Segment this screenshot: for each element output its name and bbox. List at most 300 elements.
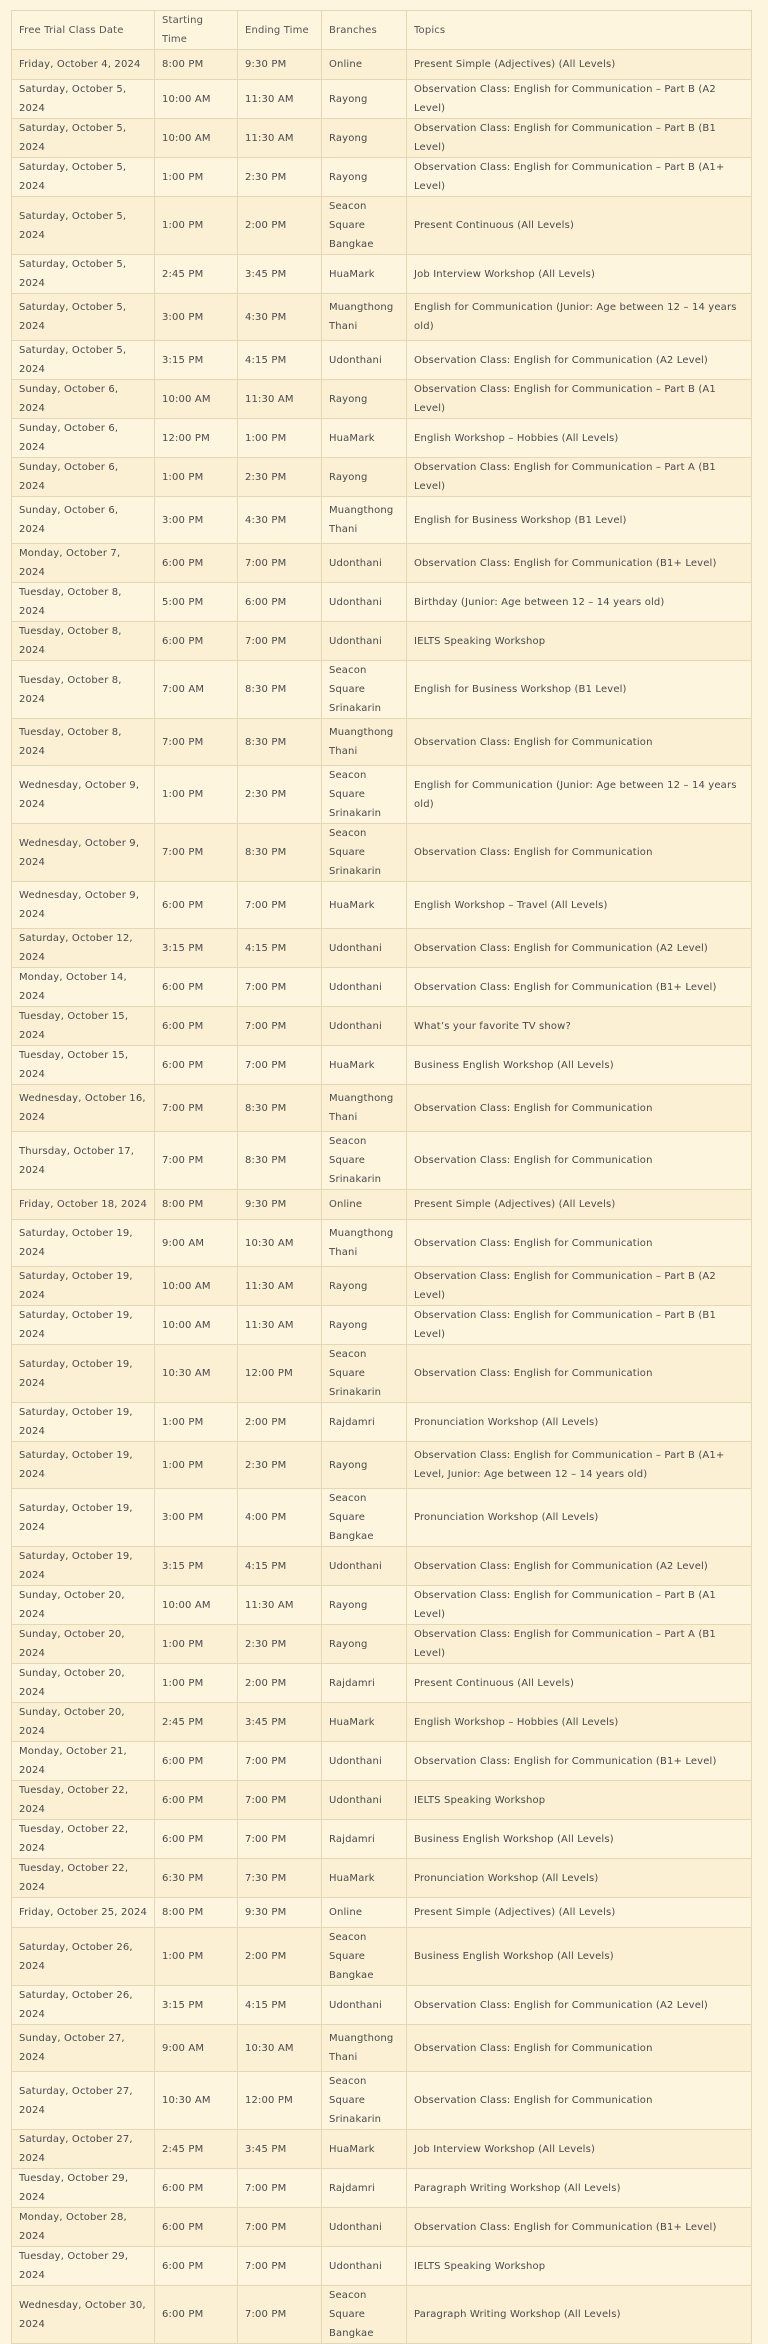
cell-starting-time: 1:00 PM [155,1442,238,1489]
cell-starting-time: 3:15 PM [155,1986,238,2025]
cell-date: Wednesday, October 9, 2024 [12,766,155,824]
cell-date: Sunday, October 27, 2024 [12,2025,155,2072]
cell-date: Saturday, October 27, 2024 [12,2072,155,2130]
cell-starting-time: 6:00 PM [155,1820,238,1859]
cell-starting-time: 6:00 PM [155,1781,238,1820]
table-row [12,2286,752,2344]
cell-date: Sunday, October 6, 2024 [12,380,155,419]
cell-starting-time: 6:00 PM [155,544,238,583]
cell-ending-time: 11:30 AM [238,1306,322,1345]
cell-starting-time: 6:00 PM [155,882,238,929]
cell-starting-time: 6:00 PM [155,1742,238,1781]
cell-starting-time: 10:00 AM [155,119,238,158]
cell-starting-time: 3:00 PM [155,294,238,341]
cell-ending-time: 12:00 PM [238,1345,322,1403]
cell-branch: Seacon Square Srinakarin [322,1345,407,1403]
cell-topic: Observation Class: English for Communication – Part B (A1 Level) [407,380,752,419]
cell-starting-time: 2:45 PM [155,2130,238,2169]
cell-date: Tuesday, October 22, 2024 [12,1781,155,1820]
cell-date: Saturday, October 5, 2024 [12,294,155,341]
cell-topic: Observation Class: English for Communication – Part A (B1 Level) [407,1625,752,1664]
cell-topic: Observation Class: English for Communication – Part B (B1 Level) [407,1306,752,1345]
cell-starting-time: 7:00 PM [155,1132,238,1190]
cell-date: Saturday, October 5, 2024 [12,341,155,380]
table-row [12,158,752,197]
cell-starting-time: 8:00 PM [155,1898,238,1928]
cell-ending-time: 7:00 PM [238,1007,322,1046]
cell-ending-time: 7:30 PM [238,1859,322,1898]
cell-starting-time: 3:15 PM [155,1547,238,1586]
cell-branch: Udonthani [322,968,407,1007]
cell-topic: English Workshop – Hobbies (All Levels) [407,419,752,458]
cell-topic: Observation Class: English for Communication [407,824,752,882]
table-row [12,119,752,158]
cell-ending-time: 2:00 PM [238,197,322,255]
cell-branch: Rayong [322,1586,407,1625]
table-row [12,1403,752,1442]
table-row [12,766,752,824]
cell-topic: Observation Class: English for Communication (A2 Level) [407,929,752,968]
table-row [12,1742,752,1781]
cell-branch: Udonthani [322,1986,407,2025]
cell-branch: HuaMark [322,1703,407,1742]
cell-topic: English Workshop – Travel (All Levels) [407,882,752,929]
cell-ending-time: 9:30 PM [238,1898,322,1928]
cell-starting-time: 7:00 AM [155,661,238,719]
cell-topic: Observation Class: English for Communication [407,1220,752,1267]
cell-ending-time: 3:45 PM [238,2130,322,2169]
cell-topic: Job Interview Workshop (All Levels) [407,2130,752,2169]
cell-topic: Observation Class: English for Communication – Part A (B1 Level) [407,458,752,497]
cell-starting-time: 7:00 PM [155,824,238,882]
cell-date: Sunday, October 6, 2024 [12,419,155,458]
cell-branch: Muangthong Thani [322,1220,407,1267]
cell-branch: Muangthong Thani [322,719,407,766]
cell-ending-time: 2:30 PM [238,766,322,824]
cell-topic: Present Simple (Adjectives) (All Levels) [407,1898,752,1928]
cell-ending-time: 11:30 AM [238,119,322,158]
cell-ending-time: 8:30 PM [238,1132,322,1190]
cell-date: Saturday, October 5, 2024 [12,197,155,255]
cell-branch: Online [322,1898,407,1928]
cell-starting-time: 10:00 AM [155,1267,238,1306]
table-row [12,2208,752,2247]
cell-branch: Muangthong Thani [322,1085,407,1132]
table-row [12,294,752,341]
table-row [12,1781,752,1820]
cell-topic: IELTS Speaking Workshop [407,622,752,661]
table-row [12,2247,752,2286]
cell-date: Saturday, October 19, 2024 [12,1547,155,1586]
cell-starting-time: 6:00 PM [155,2208,238,2247]
cell-branch: Seacon Square Srinakarin [322,661,407,719]
cell-topic: Paragraph Writing Workshop (All Levels) [407,2286,752,2344]
cell-topic: Observation Class: English for Communication [407,1132,752,1190]
cell-date: Saturday, October 19, 2024 [12,1220,155,1267]
table-row [12,544,752,583]
table-row [12,2025,752,2072]
table-row [12,1820,752,1859]
cell-ending-time: 11:30 AM [238,380,322,419]
cell-branch: HuaMark [322,255,407,294]
cell-branch: Rayong [322,119,407,158]
table-row [12,197,752,255]
cell-starting-time: 9:00 AM [155,1220,238,1267]
cell-starting-time: 3:00 PM [155,497,238,544]
cell-topic: Observation Class: English for Communication [407,2025,752,2072]
cell-date: Tuesday, October 15, 2024 [12,1046,155,1085]
table-row [12,1306,752,1345]
cell-ending-time: 2:30 PM [238,158,322,197]
cell-starting-time: 1:00 PM [155,1664,238,1703]
table-row [12,1046,752,1085]
cell-branch: Seacon Square Srinakarin [322,766,407,824]
cell-branch: Udonthani [322,929,407,968]
cell-ending-time: 8:30 PM [238,1085,322,1132]
cell-ending-time: 7:00 PM [238,622,322,661]
cell-date: Saturday, October 19, 2024 [12,1489,155,1547]
cell-ending-time: 8:30 PM [238,824,322,882]
cell-ending-time: 11:30 AM [238,1267,322,1306]
cell-date: Wednesday, October 16, 2024 [12,1085,155,1132]
cell-topic: Observation Class: English for Communication (B1+ Level) [407,544,752,583]
cell-ending-time: 6:00 PM [238,583,322,622]
cell-topic: Observation Class: English for Communication – Part B (B1 Level) [407,119,752,158]
cell-ending-time: 7:00 PM [238,1046,322,1085]
cell-date: Sunday, October 20, 2024 [12,1703,155,1742]
cell-date: Saturday, October 19, 2024 [12,1345,155,1403]
table-row [12,50,752,80]
cell-starting-time: 8:00 PM [155,50,238,80]
cell-topic: Present Continuous (All Levels) [407,197,752,255]
table-row [12,1547,752,1586]
cell-ending-time: 4:15 PM [238,1986,322,2025]
cell-ending-time: 7:00 PM [238,882,322,929]
cell-date: Tuesday, October 29, 2024 [12,2247,155,2286]
cell-topic: Observation Class: English for Communication (A2 Level) [407,341,752,380]
table-row [12,255,752,294]
cell-starting-time: 6:00 PM [155,1046,238,1085]
cell-topic: English for Communication (Junior: Age between 12 – 14 years old) [407,294,752,341]
cell-topic: Business English Workshop (All Levels) [407,1928,752,1986]
cell-starting-time: 7:00 PM [155,1085,238,1132]
cell-starting-time: 9:00 AM [155,2025,238,2072]
table-row [12,622,752,661]
cell-starting-time: 1:00 PM [155,158,238,197]
cell-topic: Present Continuous (All Levels) [407,1664,752,1703]
cell-branch: HuaMark [322,882,407,929]
cell-branch: Rajdamri [322,1820,407,1859]
cell-topic: English Workshop – Hobbies (All Levels) [407,1703,752,1742]
cell-topic: Observation Class: English for Communication (B1+ Level) [407,1742,752,1781]
header-row [12,11,752,50]
cell-date: Saturday, October 19, 2024 [12,1267,155,1306]
cell-branch: Udonthani [322,1742,407,1781]
cell-starting-time: 8:00 PM [155,1190,238,1220]
cell-branch: Rayong [322,458,407,497]
cell-ending-time: 9:30 PM [238,50,322,80]
table-row [12,1898,752,1928]
cell-ending-time: 2:00 PM [238,1403,322,1442]
cell-topic: Observation Class: English for Communication – Part B (A1+ Level, Junior: Age between 12 – 14 years old) [407,1442,752,1489]
cell-date: Thursday, October 17, 2024 [12,1132,155,1190]
cell-starting-time: 10:30 AM [155,2072,238,2130]
cell-starting-time: 3:00 PM [155,1489,238,1547]
cell-date: Tuesday, October 22, 2024 [12,1859,155,1898]
cell-ending-time: 2:30 PM [238,1442,322,1489]
cell-starting-time: 6:00 PM [155,1007,238,1046]
cell-topic: English for Business Workshop (B1 Level) [407,661,752,719]
cell-starting-time: 6:00 PM [155,2286,238,2344]
table-row [12,1267,752,1306]
cell-date: Monday, October 14, 2024 [12,968,155,1007]
cell-ending-time: 4:15 PM [238,929,322,968]
cell-date: Saturday, October 19, 2024 [12,1403,155,1442]
cell-ending-time: 4:00 PM [238,1489,322,1547]
cell-ending-time: 4:15 PM [238,1547,322,1586]
cell-starting-time: 1:00 PM [155,1928,238,1986]
cell-starting-time: 1:00 PM [155,766,238,824]
table-row [12,1190,752,1220]
cell-starting-time: 10:00 AM [155,1586,238,1625]
cell-ending-time: 7:00 PM [238,1820,322,1859]
table-row [12,1986,752,2025]
cell-topic: Job Interview Workshop (All Levels) [407,255,752,294]
cell-ending-time: 2:30 PM [238,1625,322,1664]
cell-starting-time: 10:00 AM [155,80,238,119]
table-header [12,11,752,50]
cell-topic: Pronunciation Workshop (All Levels) [407,1403,752,1442]
cell-branch: Rajdamri [322,1403,407,1442]
cell-starting-time: 6:00 PM [155,2247,238,2286]
cell-topic: Pronunciation Workshop (All Levels) [407,1489,752,1547]
cell-starting-time: 7:00 PM [155,719,238,766]
cell-branch: Muangthong Thani [322,294,407,341]
cell-starting-time: 1:00 PM [155,197,238,255]
table-row [12,2169,752,2208]
table-row [12,661,752,719]
cell-starting-time: 1:00 PM [155,458,238,497]
table-row [12,1586,752,1625]
cell-starting-time: 1:00 PM [155,1625,238,1664]
cell-branch: Seacon Square Srinakarin [322,824,407,882]
cell-branch: HuaMark [322,419,407,458]
cell-topic: Observation Class: English for Communication [407,1085,752,1132]
cell-ending-time: 4:30 PM [238,497,322,544]
table-row [12,2130,752,2169]
cell-branch: Rajdamri [322,2169,407,2208]
cell-ending-time: 7:00 PM [238,1742,322,1781]
table-row [12,1859,752,1898]
cell-starting-time: 12:00 PM [155,419,238,458]
cell-branch: Seacon Square Bangkae [322,1489,407,1547]
cell-branch: Muangthong Thani [322,2025,407,2072]
cell-branch: Seacon Square Srinakarin [322,1132,407,1190]
cell-branch: Udonthani [322,583,407,622]
cell-branch: Online [322,1190,407,1220]
cell-ending-time: 2:30 PM [238,458,322,497]
cell-starting-time: 2:45 PM [155,1703,238,1742]
cell-ending-time: 4:30 PM [238,294,322,341]
cell-topic: Observation Class: English for Communication (B1+ Level) [407,2208,752,2247]
cell-branch: Udonthani [322,2247,407,2286]
cell-branch: Seacon Square Bangkae [322,2286,407,2344]
cell-starting-time: 3:15 PM [155,929,238,968]
cell-starting-time: 10:30 AM [155,1345,238,1403]
cell-ending-time: 7:00 PM [238,2208,322,2247]
table-row [12,968,752,1007]
cell-ending-time: 7:00 PM [238,2247,322,2286]
cell-ending-time: 9:30 PM [238,1190,322,1220]
cell-topic: Present Simple (Adjectives) (All Levels) [407,1190,752,1220]
cell-ending-time: 11:30 AM [238,80,322,119]
table-row [12,1085,752,1132]
cell-ending-time: 4:15 PM [238,341,322,380]
cell-branch: Rayong [322,80,407,119]
cell-date: Monday, October 7, 2024 [12,544,155,583]
cell-date: Wednesday, October 9, 2024 [12,882,155,929]
cell-starting-time: 3:15 PM [155,341,238,380]
cell-branch: Rayong [322,1625,407,1664]
table-row [12,458,752,497]
cell-date: Friday, October 25, 2024 [12,1898,155,1928]
cell-ending-time: 7:00 PM [238,2286,322,2344]
schedule-table-container [11,10,751,2344]
cell-starting-time: 6:00 PM [155,622,238,661]
table-row [12,882,752,929]
cell-topic: Observation Class: English for Communication – Part B (A1+ Level) [407,158,752,197]
cell-date: Tuesday, October 15, 2024 [12,1007,155,1046]
cell-topic: IELTS Speaking Workshop [407,2247,752,2286]
cell-branch: Rayong [322,380,407,419]
cell-ending-time: 2:00 PM [238,1928,322,1986]
cell-branch: Udonthani [322,544,407,583]
cell-ending-time: 1:00 PM [238,419,322,458]
table-row [12,380,752,419]
table-row [12,419,752,458]
cell-ending-time: 7:00 PM [238,2169,322,2208]
cell-date: Saturday, October 27, 2024 [12,2130,155,2169]
header-topics: Topics [407,11,752,50]
cell-branch: Rayong [322,1442,407,1489]
cell-branch: Udonthani [322,2208,407,2247]
cell-date: Saturday, October 5, 2024 [12,255,155,294]
table-row [12,1625,752,1664]
cell-starting-time: 6:00 PM [155,968,238,1007]
table-row [12,80,752,119]
table-row [12,719,752,766]
cell-date: Saturday, October 5, 2024 [12,119,155,158]
cell-branch: Rayong [322,158,407,197]
header-starting-time: Starting Time [155,11,238,50]
table-row [12,2072,752,2130]
cell-date: Sunday, October 6, 2024 [12,497,155,544]
cell-topic: IELTS Speaking Workshop [407,1781,752,1820]
cell-ending-time: 7:00 PM [238,544,322,583]
cell-starting-time: 10:00 AM [155,380,238,419]
free-trial-schedule-table [11,10,752,2344]
cell-date: Saturday, October 26, 2024 [12,1928,155,1986]
cell-branch: Rayong [322,1267,407,1306]
cell-branch: Rajdamri [322,1664,407,1703]
cell-topic: English for Communication (Junior: Age between 12 – 14 years old) [407,766,752,824]
table-row [12,341,752,380]
cell-topic: Present Simple (Adjectives) (All Levels) [407,50,752,80]
header-branches: Branches [322,11,407,50]
cell-branch: Udonthani [322,622,407,661]
cell-topic: Observation Class: English for Communication [407,1345,752,1403]
cell-ending-time: 3:45 PM [238,1703,322,1742]
cell-branch: HuaMark [322,2130,407,2169]
cell-starting-time: 6:30 PM [155,1859,238,1898]
cell-branch: HuaMark [322,1046,407,1085]
cell-branch: Rayong [322,1306,407,1345]
cell-date: Monday, October 28, 2024 [12,2208,155,2247]
cell-branch: Udonthani [322,1781,407,1820]
cell-ending-time: 10:30 AM [238,2025,322,2072]
header-ending-time: Ending Time [238,11,322,50]
cell-date: Tuesday, October 8, 2024 [12,661,155,719]
cell-branch: Seacon Square Bangkae [322,1928,407,1986]
table-row [12,1220,752,1267]
cell-starting-time: 2:45 PM [155,255,238,294]
table-row [12,1703,752,1742]
cell-date: Tuesday, October 8, 2024 [12,622,155,661]
table-row [12,1928,752,1986]
cell-date: Tuesday, October 29, 2024 [12,2169,155,2208]
cell-topic: Birthday (Junior: Age between 12 – 14 years old) [407,583,752,622]
cell-ending-time: 3:45 PM [238,255,322,294]
cell-ending-time: 8:30 PM [238,661,322,719]
cell-branch: Online [322,50,407,80]
cell-topic: Observation Class: English for Communication (A2 Level) [407,1547,752,1586]
cell-ending-time: 10:30 AM [238,1220,322,1267]
cell-date: Sunday, October 20, 2024 [12,1586,155,1625]
cell-topic: Observation Class: English for Communication (A2 Level) [407,1986,752,2025]
cell-ending-time: 8:30 PM [238,719,322,766]
cell-topic: Observation Class: English for Communication – Part B (A2 Level) [407,1267,752,1306]
cell-date: Saturday, October 19, 2024 [12,1306,155,1345]
cell-topic: Observation Class: English for Communication – Part B (A1 Level) [407,1586,752,1625]
header-date: Free Trial Class Date [12,11,155,50]
cell-starting-time: 6:00 PM [155,2169,238,2208]
table-row [12,1664,752,1703]
table-row [12,929,752,968]
cell-topic: Observation Class: English for Communication – Part B (A2 Level) [407,80,752,119]
table-row [12,1132,752,1190]
cell-date: Friday, October 4, 2024 [12,50,155,80]
cell-date: Saturday, October 5, 2024 [12,80,155,119]
table-row [12,583,752,622]
cell-date: Sunday, October 20, 2024 [12,1664,155,1703]
cell-date: Saturday, October 12, 2024 [12,929,155,968]
cell-branch: Udonthani [322,1007,407,1046]
cell-starting-time: 10:00 AM [155,1306,238,1345]
cell-topic: Paragraph Writing Workshop (All Levels) [407,2169,752,2208]
cell-starting-time: 1:00 PM [155,1403,238,1442]
table-row [12,824,752,882]
cell-topic: Observation Class: English for Communication (B1+ Level) [407,968,752,1007]
cell-topic: Observation Class: English for Communication [407,2072,752,2130]
cell-date: Friday, October 18, 2024 [12,1190,155,1220]
table-row [12,1345,752,1403]
cell-ending-time: 7:00 PM [238,1781,322,1820]
cell-topic: Business English Workshop (All Levels) [407,1046,752,1085]
cell-branch: Seacon Square Srinakarin [322,2072,407,2130]
cell-branch: Muangthong Thani [322,497,407,544]
cell-ending-time: 2:00 PM [238,1664,322,1703]
cell-date: Tuesday, October 8, 2024 [12,719,155,766]
